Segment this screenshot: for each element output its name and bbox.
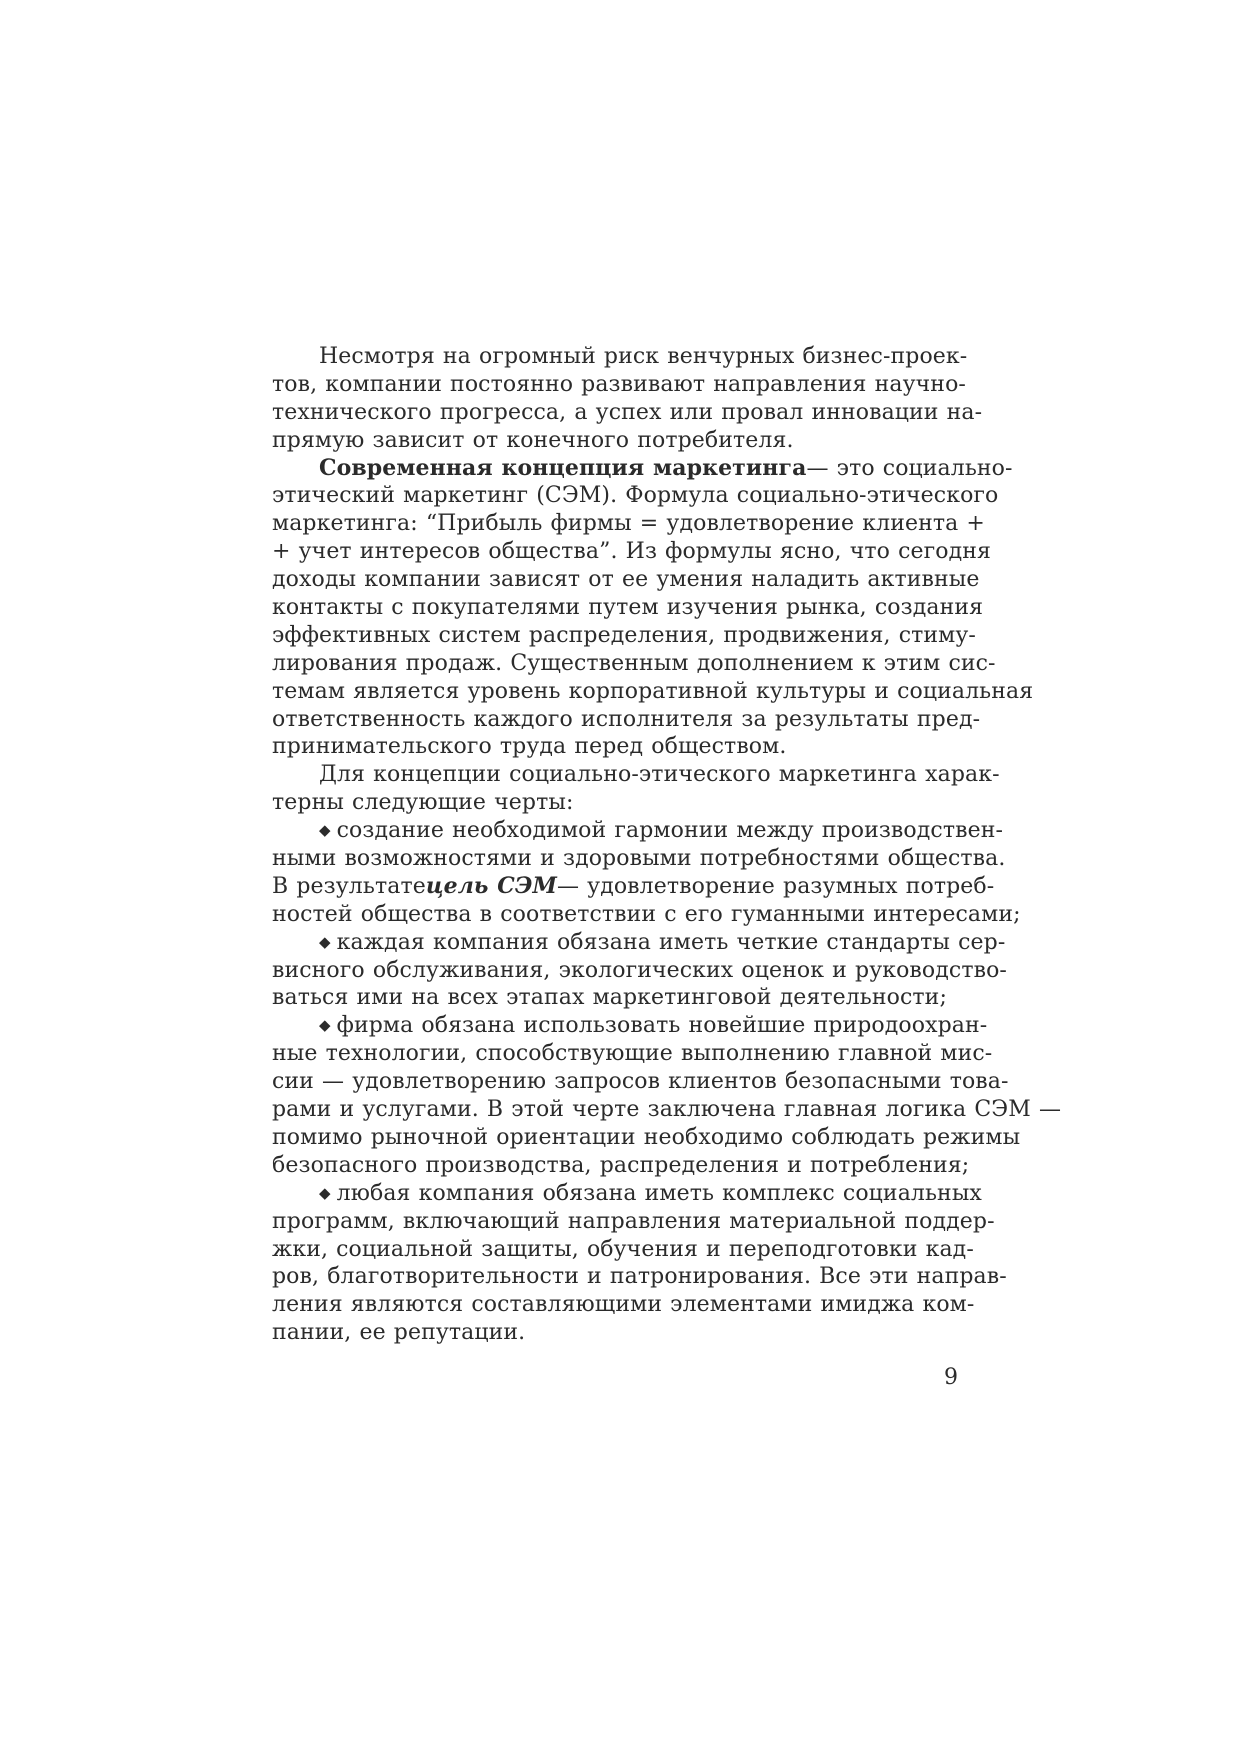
text-line: + учет интересов общества”. Из формулы ясно, что сегодня [272,539,991,565]
text-line: безопасного производства, распределения и потребления; [272,1152,970,1178]
text-fragment: любая компания обязана иметь комплекс социальных [336,1180,982,1206]
text-line: терны следующие черты: [272,790,574,816]
text-line [272,454,1013,483]
text-line: прямую зависит от конечного потребителя. [272,427,794,453]
diamond-bullet-icon: ◆ [319,1016,331,1035]
diamond-bullet-icon: ◆ [319,1183,331,1202]
text-line: принимательского труда перед обществом. [272,734,787,760]
text-line: доходы компании зависят от ее умения наладить активные [272,567,980,593]
bullet-line-content [319,1180,982,1208]
text-line: тов, компании постоянно развивают направления научно- [272,371,966,397]
text-line: этический маркетинг (СЭМ). Формула социально-этического [272,483,999,509]
text-line: технического прогресса, а успех или провал инновации на- [272,399,983,425]
text-line: лирования продаж. Существенным дополнением к этим сис- [272,650,996,676]
text-line: Несмотря на огромный риск венчурных бизнес-проек- [319,344,968,369]
text-line: помимо рыночной ориентации необходимо соблюдать режимы [272,1124,1021,1150]
text-fragment: фирма обязана использовать новейшие природоохран- [336,1013,988,1039]
diamond-bullet-icon: ◆ [319,932,331,951]
text-line: висного обслуживания, экологических оценок и руководство- [272,957,1007,983]
text-fragment: — это социально- [806,455,1013,481]
text-line [272,817,1003,845]
text-line [272,929,1006,957]
text-line: программ, включающий направления материальной поддер- [272,1208,995,1234]
text-fragment: В результате [272,873,426,899]
text-line: ров, благотворительности и патронирования. Все эти направ- [272,1264,1007,1290]
text-line: ответственность каждого исполнителя за результаты пред- [272,706,981,732]
text-line [272,1180,982,1208]
text-line: ваться ими на всех этапах маркетинговой деятельности; [272,985,947,1011]
text-line: эффективных систем распределения, продвижения, стиму- [272,622,976,648]
text-line: ными возможностями и здоровыми потребностями общества. [272,846,1006,872]
text-fragment: каждая компания обязана иметь четкие стандарты сер- [336,929,1006,955]
text-line: контакты с покупателями путем изучения рынка, создания [272,595,984,621]
body-text [272,343,1062,1347]
text-fragment: — удовлетворение разумных потреб- [556,873,995,899]
bold-term: Современная концепция маркетинга [319,454,807,481]
page-number: 9 [944,1365,958,1390]
bullet-line-content [319,1012,987,1040]
emphasis-term: цель СЭМ [425,872,557,899]
text-fragment: создание необходимой гармонии между производствен- [336,818,1003,844]
text-line: Для концепции социально-этического маркетинга харак- [319,762,1000,788]
text-line: ные технологии, способствующие выполнению главной мис- [272,1041,993,1067]
text-line [272,1012,988,1040]
diamond-bullet-icon: ◆ [319,821,331,840]
bullet-line-content [319,929,1005,957]
text-line: пании, ее репутации. [272,1320,526,1346]
text-line: рами и услугами. В этой черте заключена главная логика СЭМ — [272,1097,1062,1123]
text-line: ностей общества в соответствии с его гуманными интересами; [272,901,1021,927]
text-line: ления являются составляющими элементами имиджа ком- [272,1292,975,1318]
text-line: жки, социальной защиты, обучения и переподготовки кад- [272,1236,974,1262]
text-line: темам является уровень корпоративной культуры и социальная [272,678,1034,704]
text-line: маркетинга: “Прибыль фирмы = удовлетворение клиента + [272,511,985,537]
text-line [272,872,995,901]
text-line: сии — удовлетворению запросов клиентов безопасными това- [272,1069,1009,1095]
bullet-line-content [319,817,1003,845]
